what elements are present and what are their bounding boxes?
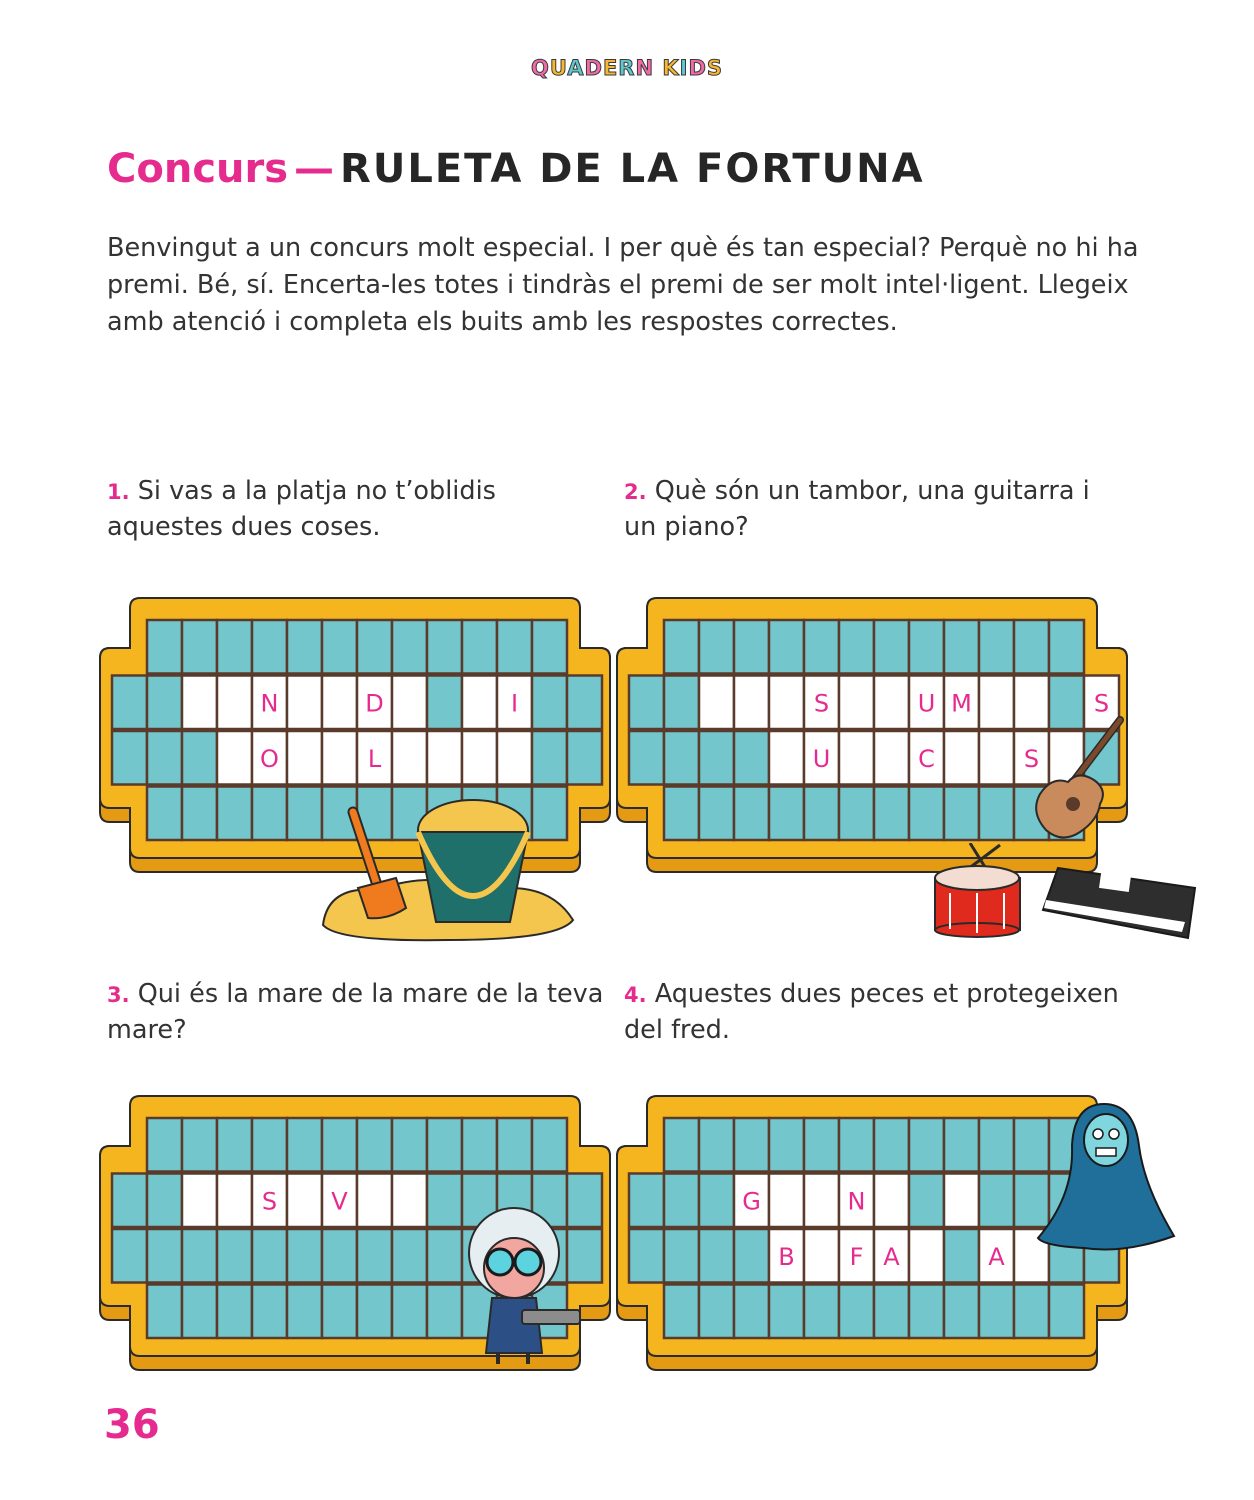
board-cell	[357, 1285, 392, 1339]
answer-cell[interactable]	[699, 676, 734, 730]
board-cell	[664, 731, 699, 785]
title-part-1: Concurs	[107, 146, 289, 192]
answer-cell[interactable]	[462, 731, 497, 785]
board-cell	[427, 676, 462, 730]
question-number: 2.	[624, 480, 647, 504]
given-letter: F	[849, 1242, 864, 1271]
board-cell	[532, 676, 567, 730]
board-cell	[1049, 1285, 1084, 1339]
board-cell	[217, 620, 252, 674]
board-cell	[147, 787, 182, 841]
brand-letter: I	[679, 56, 689, 80]
board-cell	[839, 1285, 874, 1339]
answer-cell[interactable]	[804, 1229, 839, 1283]
board-cell	[357, 1118, 392, 1172]
answer-cell[interactable]	[217, 1174, 252, 1228]
board-cell	[532, 620, 567, 674]
board-cell	[909, 1118, 944, 1172]
brand-letter: R	[618, 56, 636, 80]
board-cell	[734, 1229, 769, 1283]
board-cell	[112, 1174, 147, 1228]
page-number: 36	[104, 1402, 160, 1448]
board-cell	[979, 1285, 1014, 1339]
answer-cell[interactable]	[392, 676, 427, 730]
given-letter: A	[883, 1242, 900, 1271]
board-cell	[217, 1285, 252, 1339]
board-cell	[944, 1118, 979, 1172]
board-cell	[734, 1118, 769, 1172]
given-letter: I	[510, 689, 519, 718]
given-letter: G	[742, 1187, 761, 1216]
question-number: 1.	[107, 480, 130, 504]
board-cell	[287, 787, 322, 841]
answer-cell[interactable]	[979, 676, 1014, 730]
board-cell	[287, 1229, 322, 1283]
board-cell	[734, 731, 769, 785]
board-cell	[322, 1229, 357, 1283]
board-cell	[252, 787, 287, 841]
board-cell	[944, 1229, 979, 1283]
brand-header	[0, 56, 1254, 80]
answer-cell[interactable]	[392, 1174, 427, 1228]
board-cell	[874, 1285, 909, 1339]
question-text: Qui és la mare de la mare de la teva mare?	[107, 979, 604, 1045]
board-cell	[252, 620, 287, 674]
board-cell	[532, 731, 567, 785]
question-4	[624, 977, 1124, 1048]
board-cell	[252, 1229, 287, 1283]
board-cell	[979, 1118, 1014, 1172]
board-cell	[427, 1174, 462, 1228]
answer-cell[interactable]	[944, 731, 979, 785]
board-cell	[629, 731, 664, 785]
answer-cell[interactable]	[979, 731, 1014, 785]
board-cell	[874, 787, 909, 841]
given-letter: S	[1093, 689, 1110, 718]
board-cell	[147, 1285, 182, 1339]
given-letter: S	[1023, 744, 1040, 773]
board-cell	[147, 1118, 182, 1172]
board-cell	[217, 1229, 252, 1283]
page-title	[107, 146, 925, 192]
board-cell	[979, 787, 1014, 841]
question-number: 4.	[624, 983, 647, 1007]
answer-cell[interactable]	[769, 1174, 804, 1228]
board-cell	[182, 1229, 217, 1283]
board-cell	[629, 1174, 664, 1228]
given-letter: C	[918, 744, 935, 773]
board-cell	[322, 1285, 357, 1339]
bucket-icon	[418, 800, 528, 922]
given-letter: N	[260, 689, 279, 718]
board-cell	[909, 1285, 944, 1339]
brand-letter: S	[706, 56, 724, 80]
given-letter: O	[260, 744, 279, 773]
answer-cell[interactable]	[839, 676, 874, 730]
board-cell	[497, 620, 532, 674]
board-cell	[664, 1174, 699, 1228]
answer-cell[interactable]	[462, 676, 497, 730]
grandma-icon	[462, 1198, 587, 1368]
answer-cell[interactable]	[287, 1174, 322, 1228]
board-cell	[112, 731, 147, 785]
board-cell	[629, 676, 664, 730]
board-cell	[699, 1285, 734, 1339]
board-cell	[664, 1285, 699, 1339]
answer-cell[interactable]	[322, 676, 357, 730]
answer-cell[interactable]	[769, 731, 804, 785]
blanket-character-icon	[1034, 1096, 1179, 1256]
board-cell	[182, 620, 217, 674]
given-letter: U	[812, 744, 831, 773]
board-cell	[734, 620, 769, 674]
answer-cell[interactable]	[769, 676, 804, 730]
board-cell	[699, 1174, 734, 1228]
drum-icon	[930, 843, 1025, 938]
board-cell	[427, 1285, 462, 1339]
brand-letter: K	[662, 56, 680, 80]
board-cell	[839, 787, 874, 841]
answer-cell[interactable]	[944, 1174, 979, 1228]
board-cell	[392, 1118, 427, 1172]
board-cell	[357, 1229, 392, 1283]
piano-keyboard-icon	[1040, 860, 1200, 942]
question-3	[107, 977, 607, 1048]
board-cell	[909, 1174, 944, 1228]
intro-paragraph: Benvingut a un concurs molt especial. I per què és tan especial? Perquè no hi ha premi. Bé, sí. Encerta-les totes i tindràs el premi de ser molt intel·ligent. Llegeix amb atenció i completa els buits amb les respostes correctes.	[107, 233, 1139, 337]
answer-cell[interactable]	[909, 1229, 944, 1283]
board-cell	[734, 787, 769, 841]
board-cell	[979, 620, 1014, 674]
given-letter: M	[951, 689, 972, 718]
given-letter: N	[847, 1187, 866, 1216]
board-cell	[664, 1118, 699, 1172]
board-cell	[322, 620, 357, 674]
board-cell	[1014, 620, 1049, 674]
answer-cell[interactable]	[497, 731, 532, 785]
answer-cell[interactable]	[217, 676, 252, 730]
board-cell	[664, 1229, 699, 1283]
answer-cell[interactable]	[874, 731, 909, 785]
brand-letter: D	[688, 56, 707, 80]
beach-bucket-illustration	[318, 790, 578, 945]
board-cell	[182, 787, 217, 841]
answer-cell[interactable]	[874, 1174, 909, 1228]
brand-letter: N	[635, 56, 655, 80]
board-cell	[804, 1118, 839, 1172]
board-cell	[392, 620, 427, 674]
answer-cell[interactable]	[287, 676, 322, 730]
board-cell	[112, 676, 147, 730]
question-text: Aquestes dues peces et protegeixen del fred.	[624, 979, 1119, 1045]
question-number: 3.	[107, 983, 130, 1007]
board-cell	[462, 620, 497, 674]
board-cell	[112, 1229, 147, 1283]
board-cell	[462, 1118, 497, 1172]
board-cell	[699, 1229, 734, 1283]
board-cell	[909, 620, 944, 674]
answer-cell[interactable]	[734, 676, 769, 730]
given-letter: D	[365, 689, 384, 718]
question-text: Si vas a la platja no t’oblidis aquestes dues coses.	[107, 476, 496, 542]
answer-cell[interactable]	[839, 731, 874, 785]
board-cell	[287, 620, 322, 674]
given-letter: S	[261, 1187, 278, 1216]
board-cell	[839, 620, 874, 674]
board-cell	[217, 1118, 252, 1172]
answer-cell[interactable]	[217, 731, 252, 785]
board-cell	[497, 1118, 532, 1172]
board-cell	[1049, 620, 1084, 674]
board-cell	[769, 1118, 804, 1172]
board-cell	[769, 787, 804, 841]
board-cell	[287, 1118, 322, 1172]
board-cell	[699, 787, 734, 841]
title-dash: —	[294, 146, 335, 192]
board-cell	[427, 620, 462, 674]
question-1	[107, 474, 607, 545]
board-cell	[322, 1118, 357, 1172]
board-cell	[804, 620, 839, 674]
board-cell	[944, 620, 979, 674]
board-cell	[664, 620, 699, 674]
board-cell	[769, 1285, 804, 1339]
brand-letter: D	[584, 56, 603, 80]
board-cell	[769, 620, 804, 674]
brand-letter: E	[602, 56, 619, 80]
board-cell	[699, 620, 734, 674]
board-cell	[734, 1285, 769, 1339]
board-cell	[532, 1118, 567, 1172]
board-cell	[147, 1174, 182, 1228]
answer-cell[interactable]	[182, 1174, 217, 1228]
answer-cell[interactable]	[182, 676, 217, 730]
board-cell	[874, 1118, 909, 1172]
board-cell	[629, 1229, 664, 1283]
brand-letter: A	[567, 56, 585, 80]
board-cell	[147, 1229, 182, 1283]
board-cell	[182, 1285, 217, 1339]
given-letter: A	[988, 1242, 1005, 1271]
given-letter: V	[331, 1187, 348, 1216]
title-part-2: RULETA DE LA FORTUNA	[340, 146, 925, 192]
board-cell	[944, 1285, 979, 1339]
board-cell	[979, 1174, 1014, 1228]
board-cell	[427, 1118, 462, 1172]
board-cell	[147, 676, 182, 730]
board-cell	[147, 731, 182, 785]
board-cell	[804, 787, 839, 841]
answer-cell[interactable]	[322, 731, 357, 785]
board-cell	[664, 676, 699, 730]
board-cell	[839, 1118, 874, 1172]
board-cell	[147, 620, 182, 674]
given-letter: U	[917, 689, 936, 718]
board-cell	[664, 787, 699, 841]
question-2	[624, 474, 1124, 545]
answer-cell[interactable]	[357, 1174, 392, 1228]
answer-cell[interactable]	[804, 1174, 839, 1228]
board-cell	[392, 1229, 427, 1283]
board-cell	[909, 787, 944, 841]
board-cell	[252, 1285, 287, 1339]
answer-cell[interactable]	[392, 731, 427, 785]
board-cell	[357, 620, 392, 674]
board-cell	[217, 787, 252, 841]
board-cell	[699, 1118, 734, 1172]
guitar-icon	[1028, 712, 1128, 842]
answer-cell[interactable]	[874, 676, 909, 730]
given-letter: L	[367, 744, 382, 773]
answer-cell[interactable]	[427, 731, 462, 785]
board-cell	[1014, 1285, 1049, 1339]
brand-letter: Q	[530, 56, 550, 80]
board-cell	[944, 787, 979, 841]
given-letter: B	[778, 1242, 795, 1271]
board-cell	[874, 620, 909, 674]
board-cell	[699, 731, 734, 785]
board-cell	[567, 676, 602, 730]
brand-letter: U	[549, 56, 568, 80]
question-text: Què són un tambor, una guitarra i un piano?	[624, 476, 1090, 542]
board-cell	[567, 731, 602, 785]
board-cell	[392, 1285, 427, 1339]
board-cell	[252, 1118, 287, 1172]
board-cell	[287, 1285, 322, 1339]
given-letter: S	[813, 689, 830, 718]
board-cell	[182, 1118, 217, 1172]
board-cell	[804, 1285, 839, 1339]
board-cell	[427, 1229, 462, 1283]
answer-cell[interactable]	[287, 731, 322, 785]
board-cell	[182, 731, 217, 785]
